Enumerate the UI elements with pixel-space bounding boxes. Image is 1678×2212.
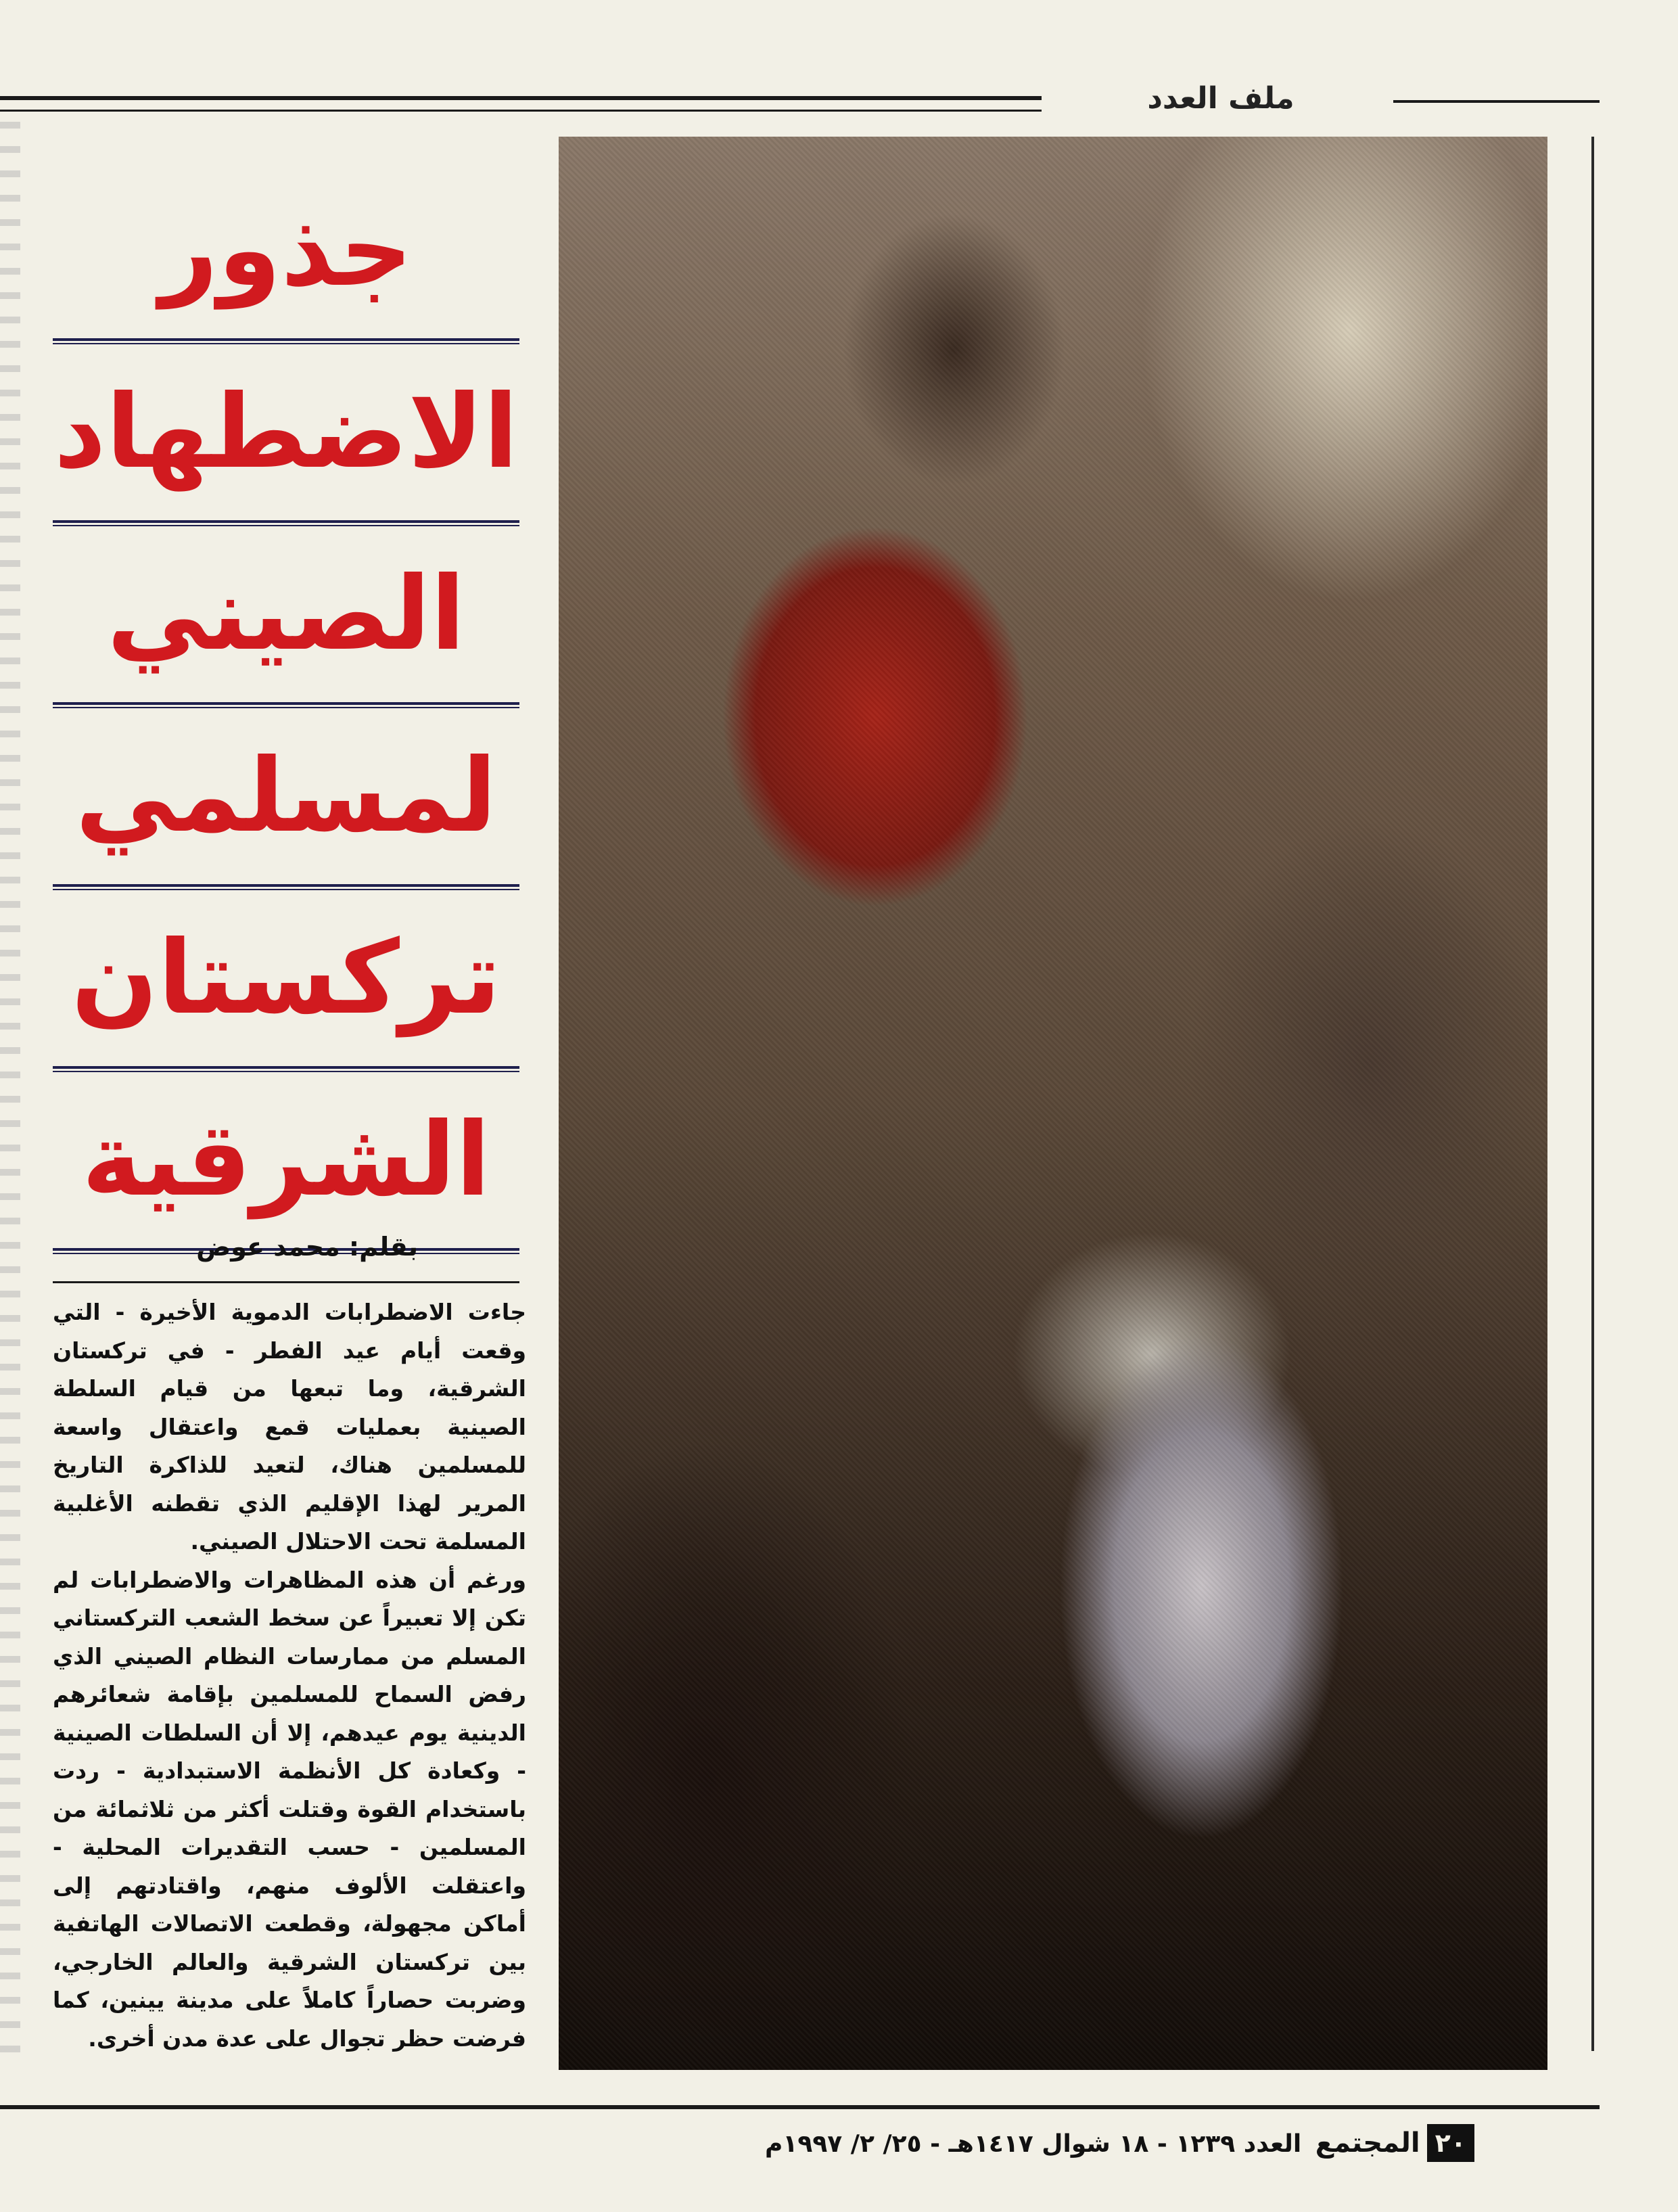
article-body [53, 1293, 526, 2065]
magazine-name: المجتمع [1315, 2127, 1420, 2159]
headline-rule [53, 884, 519, 890]
page-number: ٢٠ [1427, 2124, 1474, 2162]
headline-line-3: الصيني [107, 555, 465, 673]
headline-line-6: الشرقية [81, 1101, 491, 1219]
bottom-rule [0, 2105, 1600, 2109]
body-paragraph: ورغم أن هذه المظاهرات والاضطرابات لم تكن إلا تعبيراً عن سخط الشعب التركستاني المسلم من ممارسات النظام الصيني الذي رفض السماح للمسلمين بإقامة شعائرهم الدينية يوم عيدهم، إلا أن السلطات الصينية - وكعادة كل الأنظمة الاستبدادية - ردت باستخدام القوة وقتلت أكثر من ثلاثمائة من المسلمين - حسب التقديرات المحلية - واعتقلت الألوف منهم، واقتادتهم إلى أماكن مجهولة، وقطعت الاتصالات الهاتفية بين تركستان الشرقية والعالم الخارجي، وضربت حصاراً كاملاً على مدينة يينين، كما فرضت حظر تجوال على عدة مدن أخرى. [53, 1566, 526, 2052]
headline-line-4: لمسلمي [75, 737, 497, 855]
headline-rule [53, 338, 519, 344]
section-label: ملف العدد [1147, 81, 1295, 116]
photo-grain [559, 137, 1547, 2070]
top-rule-right [1393, 100, 1600, 108]
headline-rule [53, 702, 519, 708]
headline-line-5: تركستان [71, 919, 501, 1037]
headline-line-1: جذور [159, 191, 413, 309]
article-photo [559, 137, 1547, 2070]
headline-rule [53, 1066, 519, 1072]
headline-rule [53, 520, 519, 526]
headline-line-2: الاضطهاد [53, 373, 519, 491]
page-footer [764, 2124, 1474, 2162]
byline-rule [53, 1281, 519, 1283]
issue-info: العدد ١٢٣٩ - ١٨ شوال ١٤١٧هـ - ٢٥/ ٢/ ١٩٩٧م [764, 2130, 1302, 2158]
right-margin-rule [1591, 137, 1594, 2051]
body-paragraph: جاءت الاضطرابات الدموية الأخيرة - التي وقعت أيام عيد الفطر - في تركستان الشرقية، وما تبعها من قيام السلطة الصينية بعمليات قمع واعتقال واسعة للمسلمين هناك، لتعيد للذاكرة التاريخ المرير لهذا الإقليم الذي تقطنه الأغلبية المسلمة تحت الاحتلال الصيني. [53, 1299, 526, 1554]
show-through-text [0, 122, 20, 2070]
byline: بقلم: محمد عوض [196, 1232, 418, 1262]
top-rule [0, 96, 1042, 112]
headline [53, 162, 519, 1254]
